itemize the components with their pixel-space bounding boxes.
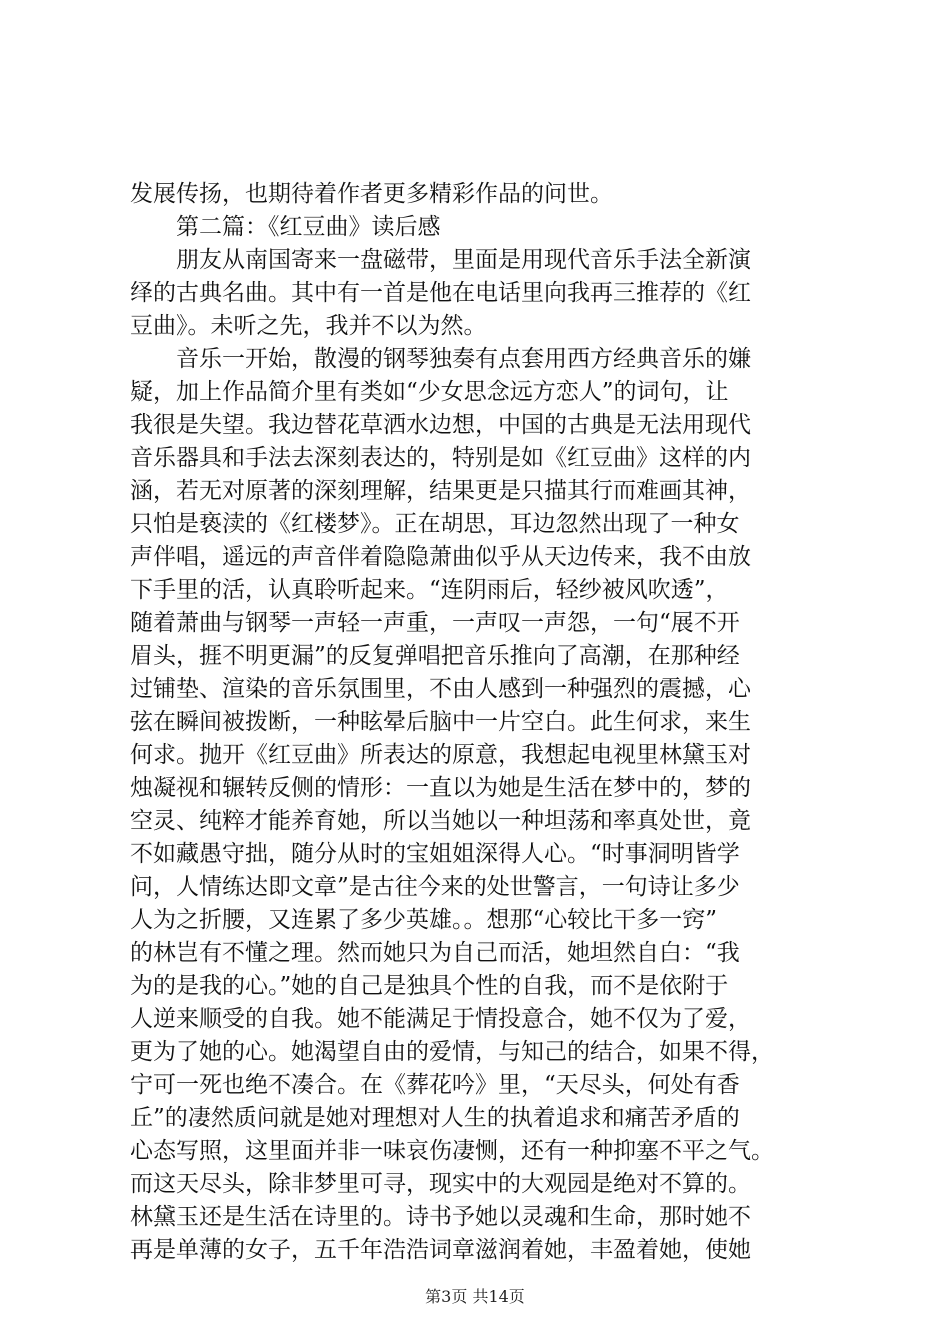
text-line: 朋友从南国寄来一盘磁带，里面是用现代音乐手法全新演 (130, 247, 751, 273)
text-line: 过铺垫、渲染的音乐氛围里，不由人感到一种强烈的震撼，心 (130, 676, 751, 702)
text-line: 烛凝视和辗转反侧的情形：一直以为她是生活在梦中的，梦的 (130, 775, 751, 801)
text-line: 心态写照，这里面并非一味哀伤凄恻，还有一种抑塞不平之气。 (130, 1138, 774, 1164)
text-line: 空灵、纯粹才能养育她，所以当她以一种坦荡和率真处世，竟 (130, 808, 751, 834)
text-line: 豆曲》。未听之先，我并不以为然。 (130, 313, 487, 339)
text-line: 再是单薄的女子，五千年浩浩词章滋润着她，丰盈着她，使她 (130, 1237, 751, 1263)
text-line: 林黛玉还是生活在诗里的。诗书予她以灵魂和生命，那时她不 (130, 1204, 751, 1230)
text-line: 只怕是亵渎的《红楼梦》。正在胡思，耳边忽然出现了一种女 (130, 511, 740, 537)
text-line: 为的是我的心。”她的自己是独具个性的自我，而不是依附于 (130, 973, 729, 999)
text-line: 音乐器具和手法去深刻表达的，特别是如《红豆曲》这样的内 (130, 445, 751, 471)
text-line: 人逆来顺受的自我。她不能满足于情投意合，她不仅为了爱， (130, 1006, 751, 1032)
text-line: 绎的古典名曲。其中有一首是他在电话里向我再三推荐的《红 (130, 280, 751, 306)
text-line: 发展传扬，也期待着作者更多精彩作品的问世。 (130, 181, 613, 207)
text-line: 的林岂有不懂之理。然而她只为自己而活，她坦然自白：“我 (130, 940, 740, 966)
text-line: 眉头，捱不明更漏”的反复弹唱把音乐推向了高潮，在那种经 (130, 643, 740, 669)
text-line: 下手里的活，认真聆听起来。“连阴雨后，轻纱被风吹透”， (130, 577, 729, 603)
text-line: 问，人情练达即文章”是古往今来的处世警言，一句诗让多少 (130, 874, 740, 900)
page-number-footer: 第3页 共14页 (425, 1287, 525, 1306)
text-line: 弦在瞬间被拨断，一种眩晕后脑中一片空白。此生何求，来生 (130, 709, 751, 735)
text-line: 我很是失望。我边替花草洒水边想，中国的古典是无法用现代 (130, 412, 751, 438)
text-line: 宁可一死也绝不凑合。在《葬花吟》里，“天尽头，何处有香 (130, 1072, 740, 1098)
text-line: 更为了她的心。她渴望自由的爱情，与知己的结合，如果不得， (130, 1039, 774, 1065)
text-line: 人为之折腰，又连累了多少英雄。。想那“心较比干多一窍” (130, 907, 718, 933)
text-line: 而这天尽头，除非梦里可寻，现实中的大观园是绝对不算的。 (130, 1171, 751, 1197)
text-line: 音乐一开始，散漫的钢琴独奏有点套用西方经典音乐的嫌 (130, 346, 751, 372)
document-body (130, 178, 830, 1267)
text-line: 丘”的凄然质问就是她对理想对人生的执着追求和痛苦矛盾的 (130, 1105, 740, 1131)
text-line: 何求。抛开《红豆曲》所表达的原意，我想起电视里林黛玉对 (130, 742, 751, 768)
text-line: 不如藏愚守拙，随分从时的宝姐姐深得人心。“时事洞明皆学 (130, 841, 740, 867)
text-line: 疑，加上作品简介里有类如“少女思念远方恋人”的词句，让 (130, 379, 729, 405)
text-line: 声伴唱，遥远的声音伴着隐隐萧曲似乎从天边传来，我不由放 (130, 544, 751, 570)
text-line: 随着萧曲与钢琴一声轻一声重，一声叹一声怨，一句“展不开 (130, 610, 740, 636)
section-heading: 第二篇：《红豆曲》读后感 (130, 214, 441, 240)
text-line: 涵，若无对原著的深刻理解，结果更是只描其行而难画其神， (130, 478, 751, 504)
